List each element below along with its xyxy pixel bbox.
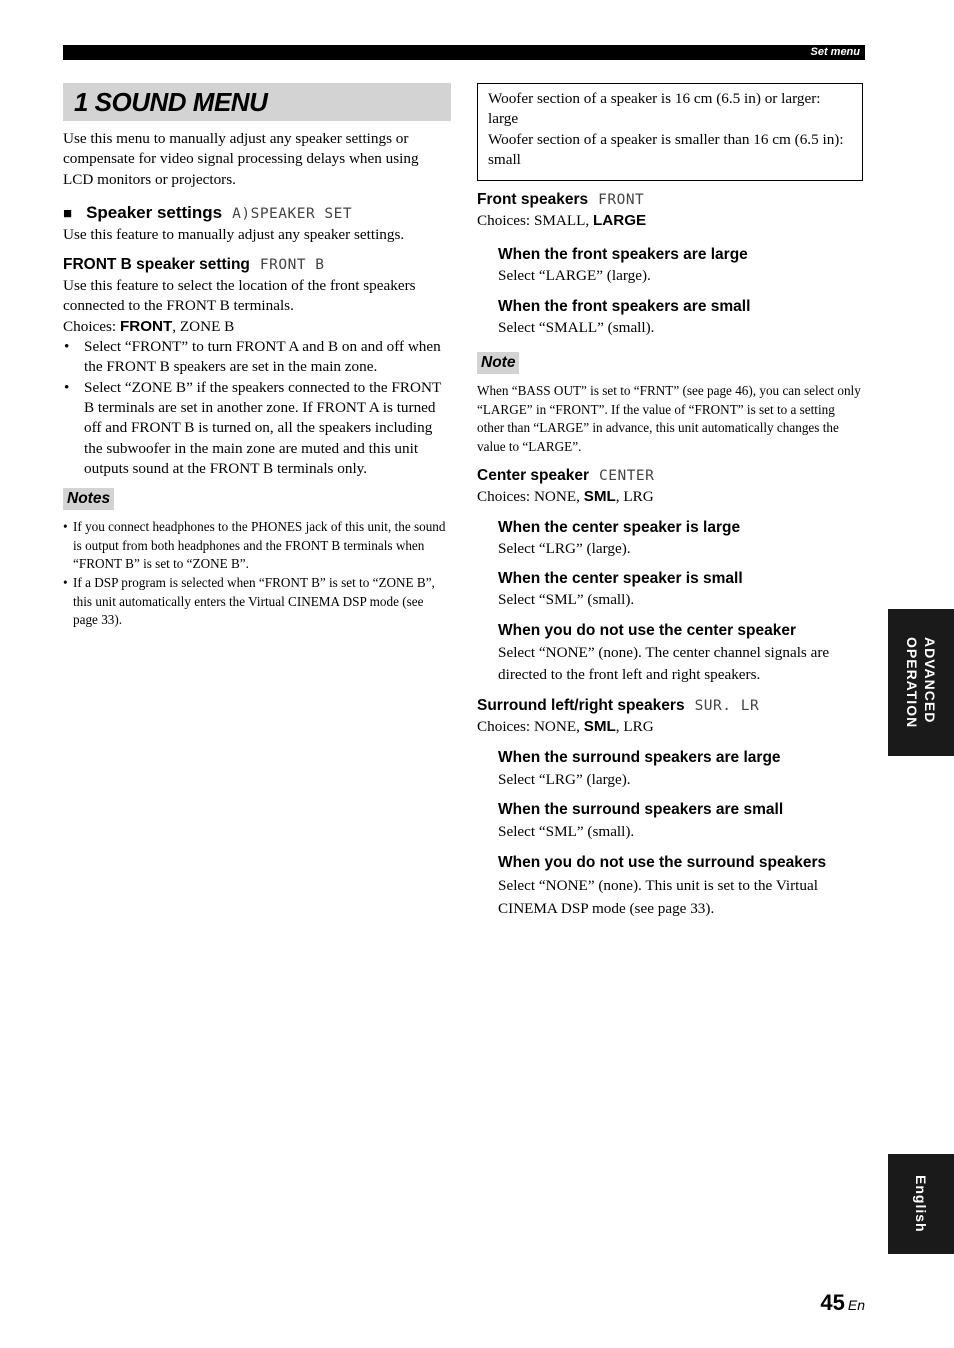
woofer-large-text: Woofer section of a speaker is 16 cm (6.5 in) or larger: large [488, 90, 821, 128]
note-block [477, 352, 865, 456]
surround-speakers-title: Surround left/right speakers [477, 697, 685, 715]
front-small-text: Select “SMALL” (small). [498, 318, 655, 336]
front-large-text: Select “LARGE” (large). [498, 267, 651, 285]
speaker-settings-lcd: A)SPEAKER SET [232, 205, 353, 222]
center-large-heading: When the center speaker is large [498, 518, 741, 536]
front-speakers-lcd: FRONT [598, 192, 645, 209]
section-header-bar [63, 45, 865, 60]
choices-default: FRONT [119, 317, 173, 335]
side-tab-language [888, 1154, 954, 1254]
surround-small-block [477, 799, 865, 843]
front-b-choices [63, 317, 451, 337]
list-item: • Select “FRONT” to turn FRONT A and B on and off when the FRONT B speakers are set in the main zone. [63, 337, 451, 378]
center-speaker-heading [477, 465, 865, 487]
surround-none-block [477, 852, 865, 920]
center-speaker-lcd: CENTER [599, 468, 655, 485]
notes-label: Notes [63, 488, 114, 510]
center-none-heading: When you do not use the center speaker [498, 622, 797, 640]
side-tab-language-label: English [913, 1175, 929, 1233]
front-small-heading: When the front speakers are small [498, 297, 751, 315]
list-item: • If a DSP program is selected when “FRONT B” is set to “ZONE B”, this unit automatically enters the Virtual CINEMA DSP mode (see page 33). [63, 574, 451, 630]
choices-prefix: Choices: NONE, [477, 718, 584, 736]
front-large-block [477, 244, 865, 286]
woofer-size-box [477, 83, 863, 181]
choices-prefix: Choices: [63, 317, 120, 335]
surround-large-text: Select “LRG” (large). [498, 770, 631, 788]
page-title: 1 SOUND MENU [63, 83, 451, 121]
page-number [800, 1290, 865, 1316]
surround-small-text: Select “SML” (small). [498, 822, 635, 840]
center-small-heading: When the center speaker is small [498, 570, 743, 588]
choices-default: SML [583, 488, 616, 506]
center-small-text: Select “SML” (small). [498, 591, 635, 609]
surround-none-text: Select “NONE” (none). This unit is set to the Virtual CINEMA DSP mode (see page 33). [498, 876, 818, 917]
section-label: Set menu [810, 46, 860, 58]
choices-rest: , ZONE B [172, 317, 235, 335]
front-speakers-choices [477, 211, 865, 231]
surround-large-heading: When the surround speakers are large [498, 748, 781, 766]
center-small-block [477, 568, 865, 610]
choices-rest: , LRG [615, 718, 654, 736]
surround-speakers-lcd: SUR. LR [694, 698, 760, 715]
center-large-text: Select “LRG” (large). [498, 539, 631, 557]
page-number-value: 45 [820, 1290, 845, 1315]
left-column [63, 83, 451, 630]
square-bullet-icon: ■ [63, 204, 73, 222]
page-number-lang: En [847, 1297, 865, 1313]
center-speaker-choices [477, 487, 865, 507]
front-speakers-title: Front speakers [477, 191, 589, 209]
surround-small-heading: When the surround speakers are small [498, 800, 784, 818]
list-item: • Select “ZONE B” if the speakers connected to the FRONT B terminals are set in another zone. If FRONT A is turned off and FRONT B is turned on, all the speakers including the subwoofer in the main zone are muted and this unit outputs sound at the FRONT B terminals only. [63, 378, 451, 479]
surround-none-heading: When you do not use the surround speakers [498, 853, 827, 871]
choices-default: LARGE [593, 212, 647, 230]
side-tab-advanced-operation [888, 609, 954, 756]
center-large-block [477, 517, 865, 559]
notes-block [63, 488, 451, 630]
front-b-heading [63, 254, 451, 276]
choices-prefix: Choices: NONE, [477, 488, 584, 506]
intro-paragraph: Use this menu to manually adjust any speaker settings or compensate for video signal processing delays when using LCD monitors or projectors. [63, 130, 419, 188]
side-tab-advanced-label [903, 637, 939, 728]
choices-prefix: Choices: SMALL, [477, 212, 594, 230]
right-column [477, 83, 865, 920]
list-item: • If you connect headphones to the PHONES jack of this unit, the sound is output from both headphones and the FRONT B terminals when “FRONT B” is set to “ZONE B”. [63, 518, 451, 574]
woofer-small-text: Woofer section of a speaker is smaller than 16 cm (6.5 in): small [488, 130, 844, 168]
notes-list [63, 518, 451, 630]
front-speakers-heading [477, 189, 865, 211]
choices-rest: , LRG [615, 488, 654, 506]
front-b-lcd: FRONT B [259, 257, 325, 274]
side-tab-line-2: OPERATION [904, 636, 920, 729]
front-large-heading: When the front speakers are large [498, 246, 748, 264]
front-b-desc: Use this feature to select the location of the front speakers connected to the FRONT B terminals. [63, 277, 416, 315]
surround-speakers-choices [477, 717, 865, 737]
front-b-bullet-list [63, 337, 451, 479]
surround-speakers-heading [477, 695, 865, 717]
front-small-block [477, 296, 865, 338]
front-b-title: FRONT B speaker setting [63, 256, 250, 274]
speaker-settings-title: Speaker settings [86, 202, 223, 222]
center-speaker-title: Center speaker [477, 467, 590, 485]
speaker-settings-heading [63, 202, 451, 225]
note-text: When “BASS OUT” is set to “FRNT” (see page 46), you can select only “LARGE” in “FRONT”. If the value of “FRONT” is set to a setting other than “LARGE” in advance, this unit automatically changes the value to “LARGE”. [477, 383, 861, 454]
surround-large-block [477, 747, 865, 791]
note-label: Note [477, 352, 519, 374]
center-none-text: Select “NONE” (none). The center channel signals are directed to the front left and right speakers. [498, 644, 830, 684]
speaker-settings-desc: Use this feature to manually adjust any speaker settings. [63, 225, 405, 243]
center-none-block [477, 620, 865, 686]
choices-default: SML [583, 718, 616, 736]
side-tab-line-1: ADVANCED [922, 636, 938, 724]
